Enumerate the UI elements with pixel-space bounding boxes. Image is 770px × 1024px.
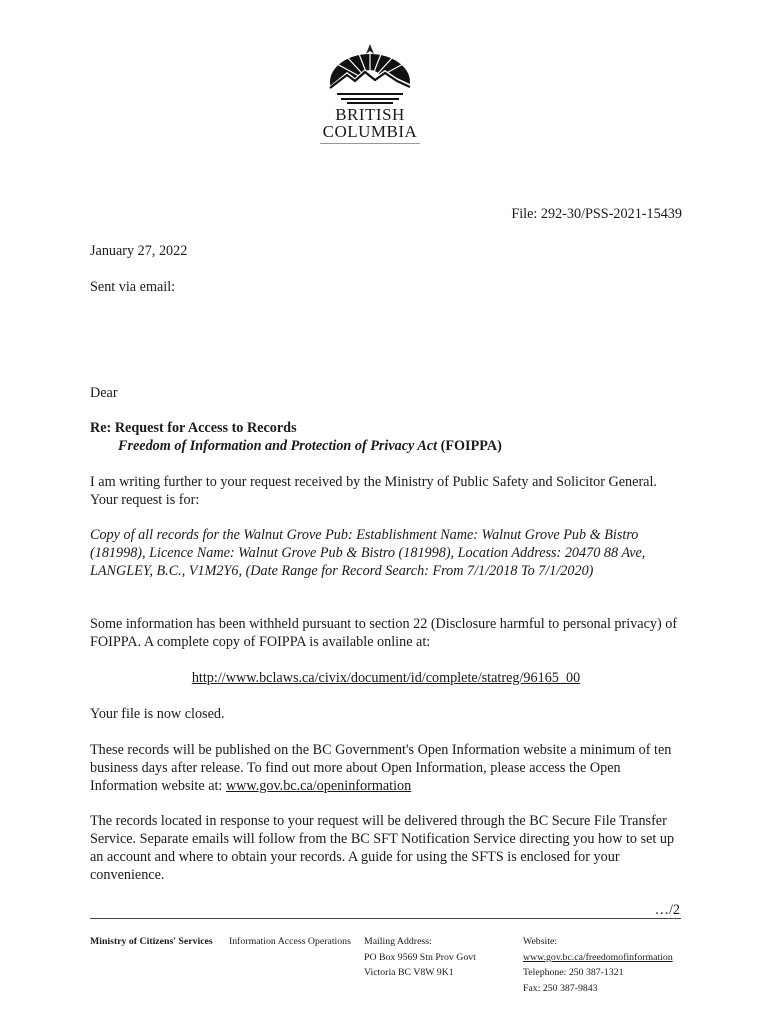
bc-sun-mountains-icon [327,42,413,104]
footer-contact [523,934,673,996]
paragraph-secure-file-transfer: The records located in response to your request will be delivered through the BC Secure File Transfer Service. Separate emails will follow from the BC SFT Notification Service directing you how to set up an account and where to obtain your records. A guide for using the SFTS is enclosed for your convenience. [90,813,675,883]
footer-web-label: Website: [523,936,558,947]
footer-branch: Information Access Operations [229,936,351,947]
paragraph-open-information [90,741,682,795]
footer-divider [90,918,681,919]
salutation: Dear [90,385,118,401]
footer-mail-label: Mailing Address: [364,936,432,947]
logo-text-line1: BRITISH [335,105,405,124]
act-abbr: (FOIPPA) [437,438,502,454]
footer-mail-line2: Victoria BC V8W 9K1 [364,967,454,978]
request-description: Copy of all records for the Walnut Grove Pub: Establishment Name: Walnut Grove Pub & Bistro (181998), Licence Name: Walnut Grove Pub & Bistro (181998), Location Address: 20470 88 Ave, LANGLEY, B.C., V1M2Y6, (Date Range for Record Search: From 7/1/2018 To 7/1/2020) [90,527,646,579]
paragraph-withheld: Some information has been withheld pursuant to section 22 (Disclosure harmful to personal privacy) of FOIPPA. A complete copy of FOIPPA is available online at: [90,616,678,650]
act-line [118,437,502,455]
foippa-link[interactable]: http://www.bclaws.ca/civix/document/id/complete/statreg/96165_00 [191,670,581,686]
bc-logo [300,42,440,152]
footer-phone: Telephone: 250 387-1321 [523,967,624,978]
footer-fax: Fax: 250 387-9843 [523,982,598,994]
re-line: Re: Request for Access to Records [90,420,297,436]
footer-mailing-address [364,934,476,981]
logo-divider [320,143,420,144]
footer-ministry: Ministry of Citizens' Services [90,936,213,947]
sent-via-email: Sent via email: [90,279,176,295]
act-name: Freedom of Information and Protection of Privacy Act [118,438,438,454]
footer-web-link[interactable]: www.gov.bc.ca/freedomofinformation [523,951,673,963]
logo-text-line2: COLUMBIA [322,122,418,141]
page-continuation: …/2 [654,902,680,918]
open-information-link[interactable]: www.gov.bc.ca/openinformation [225,778,412,794]
paragraph-request-intro: I am writing further to your request received by the Ministry of Public Safety and Solicitor General. Your request is for: [90,474,657,508]
file-reference: File: 292-30/PSS-2021-15439 [511,206,682,222]
open-information-text: These records will be published on the BC Government's Open Information website a minimum of ten business days after release. To find out more about Open Information, please access the Open Information website at: [90,742,672,794]
paragraph-file-closed: Your file is now closed. [90,706,225,722]
footer-mail-line1: PO Box 9569 Stn Prov Govt [364,951,476,963]
letter-date: January 27, 2022 [90,243,188,259]
